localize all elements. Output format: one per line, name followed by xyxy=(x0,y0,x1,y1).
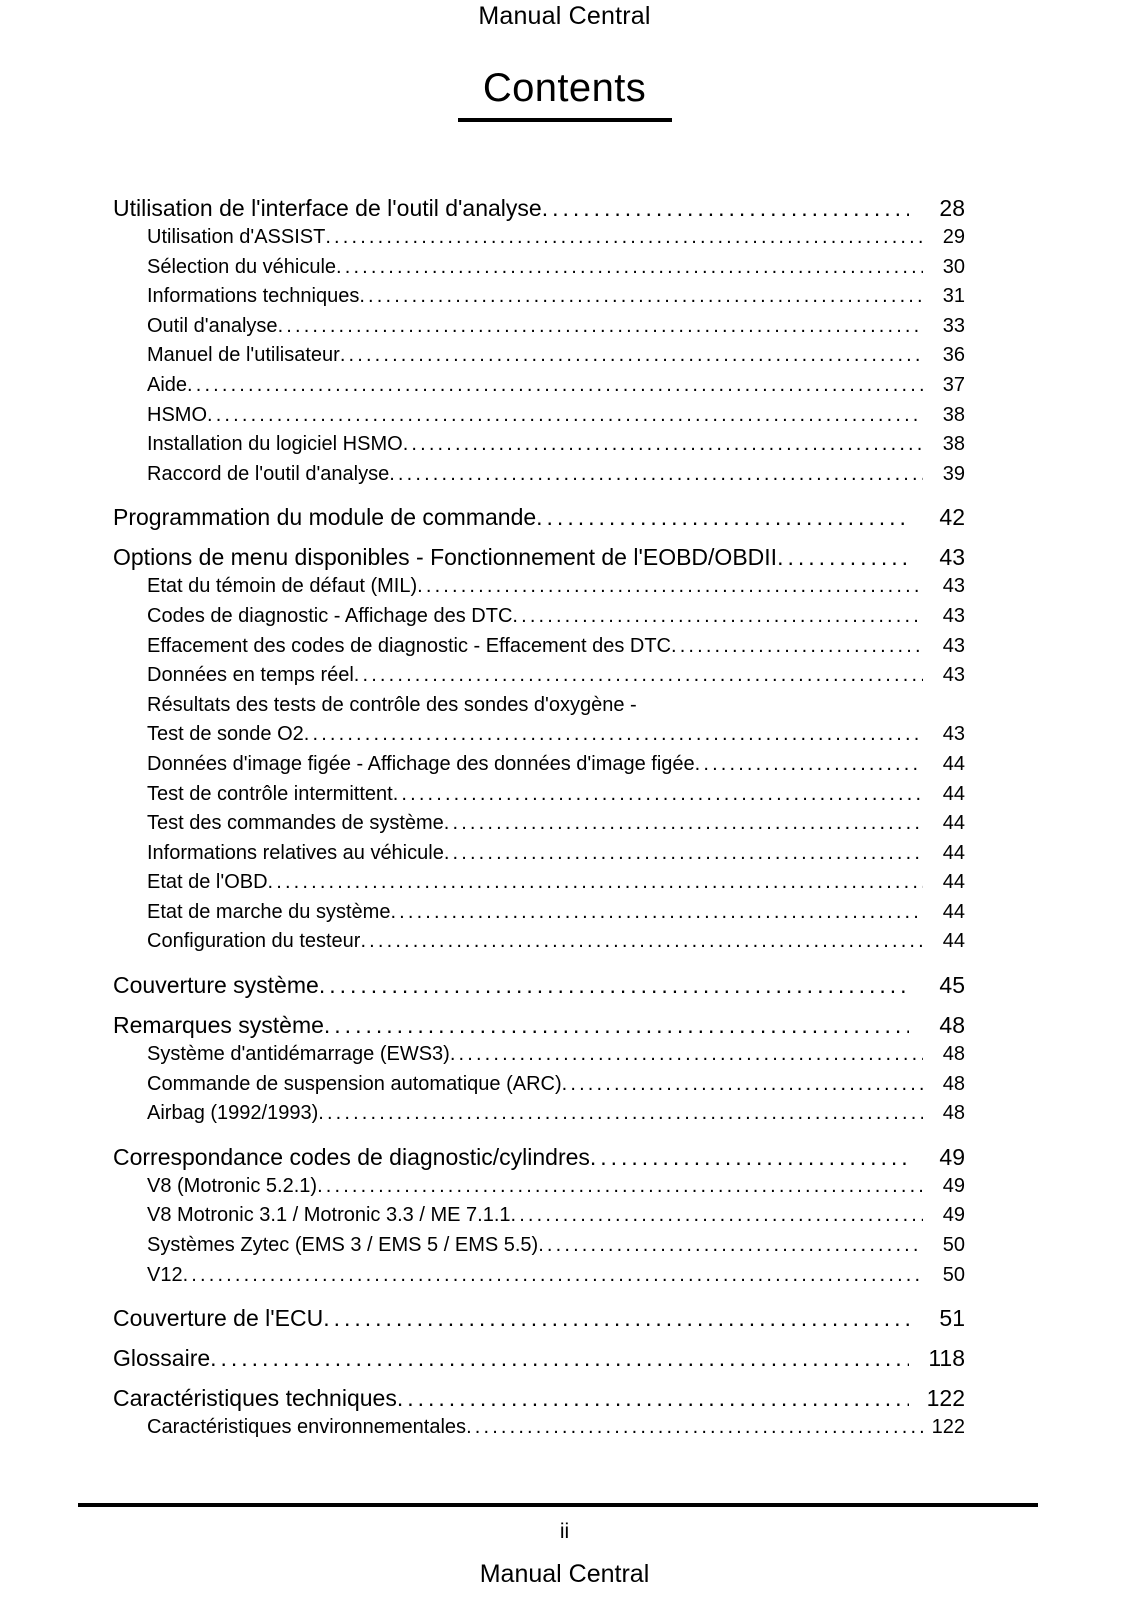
toc-entry[interactable] xyxy=(113,542,965,572)
toc-entry-page-number: 48 xyxy=(939,1012,965,1039)
toc-entry-label: Remarques système xyxy=(113,1012,324,1039)
toc-dot-leader xyxy=(538,1241,923,1261)
toc-entry[interactable] xyxy=(147,1099,965,1129)
toc-entry-label: Test de contrôle intermittent xyxy=(147,782,393,805)
toc-entry-label: Raccord de l'outil d'analyse xyxy=(147,462,390,485)
toc-entry[interactable] xyxy=(147,401,965,431)
toc-entry-label: Glossaire xyxy=(113,1345,211,1372)
toc-entry[interactable] xyxy=(147,572,965,602)
toc-entry-label: Codes de diagnostic - Affichage des DTC xyxy=(147,604,513,627)
toc-entry-label: V12 xyxy=(147,1263,183,1286)
toc-entry[interactable] xyxy=(147,780,965,810)
footer-title: Manual Central xyxy=(479,1560,650,1588)
toc-entry[interactable] xyxy=(113,1383,965,1413)
toc-entry-label: Couverture système xyxy=(113,972,319,999)
toc-entry-page-number: 49 xyxy=(942,1204,965,1227)
toc-entry[interactable] xyxy=(113,1010,965,1040)
toc-entry[interactable] xyxy=(147,1231,965,1261)
toc-entry-page-number: 43 xyxy=(942,664,965,687)
toc-entry-page-number: 51 xyxy=(939,1305,965,1332)
toc-entry[interactable] xyxy=(147,1172,965,1202)
toc-entry-page-number: 28 xyxy=(939,195,965,221)
toc-entry[interactable] xyxy=(147,223,965,253)
toc-entry[interactable] xyxy=(147,632,965,662)
toc-entry-label: Outil d'analyse xyxy=(147,314,278,337)
toc-dot-leader xyxy=(397,1390,909,1413)
table-of-contents xyxy=(113,193,965,1443)
toc-entry[interactable] xyxy=(147,371,965,401)
toc-entry-label: HSMO xyxy=(147,403,207,426)
toc-entry[interactable] xyxy=(147,1261,965,1291)
toc-entry-page-number: 37 xyxy=(942,373,965,396)
toc-entry-label: Aide xyxy=(147,373,188,396)
toc-entry-label: Airbag (1992/1993) xyxy=(147,1102,319,1125)
toc-entry-page-number: 30 xyxy=(942,255,965,278)
toc-dot-leader xyxy=(389,469,923,489)
toc-entry-label: Utilisation d'ASSIST xyxy=(147,226,326,248)
toc-dot-leader xyxy=(317,1181,923,1201)
toc-entry-label: Options de menu disponibles - Fonctionnement de l'EOBD/OBDII xyxy=(113,544,778,571)
toc-entry-label: Test de sonde O2 xyxy=(147,723,304,746)
toc-entry-page-number: 48 xyxy=(942,1043,965,1066)
toc-entry-page-number: 43 xyxy=(939,544,965,571)
toc-entry-label: Test des commandes de système xyxy=(147,812,444,835)
toc-dot-leader xyxy=(403,440,923,460)
toc-dot-leader xyxy=(360,937,923,957)
toc-entry-page-number: 49 xyxy=(939,1143,965,1170)
toc-dot-leader xyxy=(319,977,909,1000)
toc-entry-page-number: 43 xyxy=(942,723,965,746)
toc-entry-page-number: 44 xyxy=(942,871,965,894)
toc-entry[interactable] xyxy=(113,1142,965,1172)
page-title: Contents xyxy=(482,66,647,110)
toc-entry-label: Commande de suspension automatique (ARC) xyxy=(147,1072,562,1095)
toc-entry[interactable] xyxy=(147,868,965,898)
toc-entry-label: Systèmes Zytec (EMS 3 / EMS 5 / EMS 5.5) xyxy=(147,1234,539,1257)
toc-entry-page-number: 49 xyxy=(942,1174,965,1197)
toc-dot-leader xyxy=(450,1050,923,1070)
toc-dot-leader xyxy=(512,612,923,632)
toc-dot-leader xyxy=(318,1109,923,1129)
toc-entry-label: Caractéristiques techniques xyxy=(113,1385,397,1412)
toc-entry-label: V8 Motronic 3.1 / Motronic 3.3 / ME 7.1.1 xyxy=(147,1204,511,1227)
toc-entry[interactable] xyxy=(147,253,965,283)
toc-entry-page-number: 38 xyxy=(942,403,965,426)
toc-entry-page-number: 39 xyxy=(942,462,965,485)
toc-entry-page-number: 43 xyxy=(942,634,965,657)
toc-entry[interactable] xyxy=(147,312,965,342)
toc-entry-label: Effacement des codes de diagnostic - Effacement des DTC xyxy=(147,634,671,657)
toc-dot-leader xyxy=(323,1310,909,1333)
toc-entry-page-number: 44 xyxy=(942,782,965,805)
toc-entry-page-number: 43 xyxy=(942,604,965,627)
toc-dot-leader xyxy=(562,1079,923,1099)
toc-entry[interactable] xyxy=(113,1303,965,1333)
toc-entry-page-number: 44 xyxy=(942,752,965,775)
toc-entry[interactable] xyxy=(147,282,965,312)
toc-entry-page-number: 45 xyxy=(939,972,965,999)
toc-entry[interactable] xyxy=(147,1070,965,1100)
toc-dot-leader xyxy=(536,509,909,532)
toc-entry-label: Données d'image figée - Affichage des données d'image figée xyxy=(147,752,695,775)
toc-dot-leader xyxy=(390,907,923,927)
toc-entry[interactable] xyxy=(147,661,965,691)
footer-page-number: ii xyxy=(559,1520,570,1543)
toc-dot-leader xyxy=(336,262,923,282)
toc-entry-page-number: 36 xyxy=(942,344,965,367)
toc-entry-page-number: 29 xyxy=(942,226,965,248)
toc-dot-leader xyxy=(671,641,923,661)
toc-entry-page-number: 50 xyxy=(942,1263,965,1286)
toc-entry[interactable] xyxy=(147,1040,965,1070)
toc-entry-page-number: 122 xyxy=(931,1416,965,1439)
toc-dot-leader xyxy=(354,671,923,691)
toc-entry[interactable] xyxy=(147,1413,965,1443)
toc-entry-label: Etat de l'OBD xyxy=(147,871,268,894)
toc-dot-leader xyxy=(268,878,923,898)
title-underline-rule xyxy=(458,118,672,122)
toc-entry-label: Configuration du testeur xyxy=(147,930,361,953)
toc-dot-leader xyxy=(444,848,923,868)
toc-dot-leader xyxy=(278,321,923,341)
toc-entry-label: Informations relatives au véhicule xyxy=(147,841,444,864)
toc-entry[interactable] xyxy=(113,193,965,223)
toc-entry-label: Installation du logiciel HSMO xyxy=(147,433,403,456)
toc-dot-leader xyxy=(210,1350,909,1373)
toc-entry-label: V8 (Motronic 5.2.1) xyxy=(147,1174,318,1197)
toc-entry-label: Système d'antidémarrage (EWS3) xyxy=(147,1043,450,1066)
toc-entry-page-number: 44 xyxy=(942,841,965,864)
toc-entry[interactable] xyxy=(113,970,965,1000)
toc-entry-page-number: 122 xyxy=(926,1385,965,1412)
toc-entry-label: Caractéristiques environnementales xyxy=(147,1416,467,1439)
toc-entry-page-number: 118 xyxy=(928,1345,965,1372)
toc-entry[interactable] xyxy=(147,1201,965,1231)
toc-entry[interactable] xyxy=(147,809,965,839)
toc-entry[interactable] xyxy=(113,502,965,532)
page-title-block xyxy=(0,64,1129,122)
toc-entry-page-number: 44 xyxy=(942,930,965,953)
toc-dot-leader xyxy=(466,1423,923,1443)
toc-dot-leader xyxy=(590,1149,909,1172)
toc-entry[interactable] xyxy=(147,341,965,371)
toc-dot-leader xyxy=(325,233,923,253)
toc-dot-leader xyxy=(444,819,923,839)
toc-entry-label: Sélection du véhicule xyxy=(147,255,337,278)
toc-entry-label: Informations techniques xyxy=(147,285,360,308)
toc-entry[interactable] xyxy=(147,898,965,928)
toc-entry-page-number: 31 xyxy=(942,285,965,308)
toc-entry-page-number: 50 xyxy=(942,1234,965,1257)
toc-entry-page-number: 48 xyxy=(942,1102,965,1125)
toc-entry[interactable] xyxy=(147,691,965,721)
toc-dot-leader xyxy=(340,351,923,371)
toc-entry-page-number: 48 xyxy=(942,1072,965,1095)
toc-dot-leader xyxy=(777,549,909,572)
toc-entry[interactable] xyxy=(147,720,965,750)
footer-rule xyxy=(78,1503,1038,1507)
toc-entry-page-number: 33 xyxy=(942,314,965,337)
toc-entry[interactable] xyxy=(147,460,965,490)
toc-dot-leader xyxy=(183,1270,923,1290)
toc-entry-label: Manuel de l'utilisateur xyxy=(147,344,340,367)
toc-entry-label: Couverture de l'ECU xyxy=(113,1305,324,1332)
toc-dot-leader xyxy=(324,1017,909,1040)
toc-entry[interactable] xyxy=(147,839,965,869)
toc-entry-page-number: 44 xyxy=(942,812,965,835)
toc-entry[interactable] xyxy=(147,927,965,957)
toc-dot-leader xyxy=(304,730,923,750)
toc-entry[interactable] xyxy=(147,750,965,780)
toc-dot-leader xyxy=(542,200,909,223)
toc-dot-leader xyxy=(511,1211,924,1231)
toc-dot-leader xyxy=(393,789,923,809)
toc-entry-label: Résultats des tests de contrôle des sondes d'oxygène - xyxy=(147,693,637,716)
toc-dot-leader xyxy=(359,292,923,312)
toc-dot-leader xyxy=(417,582,923,602)
toc-entry-label: Etat de marche du système xyxy=(147,900,391,923)
toc-entry-page-number: 43 xyxy=(942,575,965,598)
toc-entry-label: Utilisation de l'interface de l'outil d'analyse xyxy=(113,195,542,221)
running-head: Manual Central xyxy=(478,2,651,30)
toc-entry-label: Données en temps réel xyxy=(147,664,354,687)
toc-entry-label: Etat du témoin de défaut (MIL) xyxy=(147,575,418,598)
toc-entry[interactable] xyxy=(113,1343,965,1373)
toc-dot-leader xyxy=(695,760,923,780)
toc-entry-page-number: 42 xyxy=(939,504,965,531)
toc-entry-label: Correspondance codes de diagnostic/cylindres xyxy=(113,1143,590,1170)
toc-dot-leader xyxy=(207,410,923,430)
toc-entry-page-number: 44 xyxy=(942,900,965,923)
toc-entry-label: Programmation du module de commande xyxy=(113,504,537,531)
toc-entry-page-number: 38 xyxy=(942,433,965,456)
toc-entry[interactable] xyxy=(147,602,965,632)
toc-dot-leader xyxy=(637,700,923,720)
toc-dot-leader xyxy=(187,381,923,401)
toc-entry[interactable] xyxy=(147,430,965,460)
